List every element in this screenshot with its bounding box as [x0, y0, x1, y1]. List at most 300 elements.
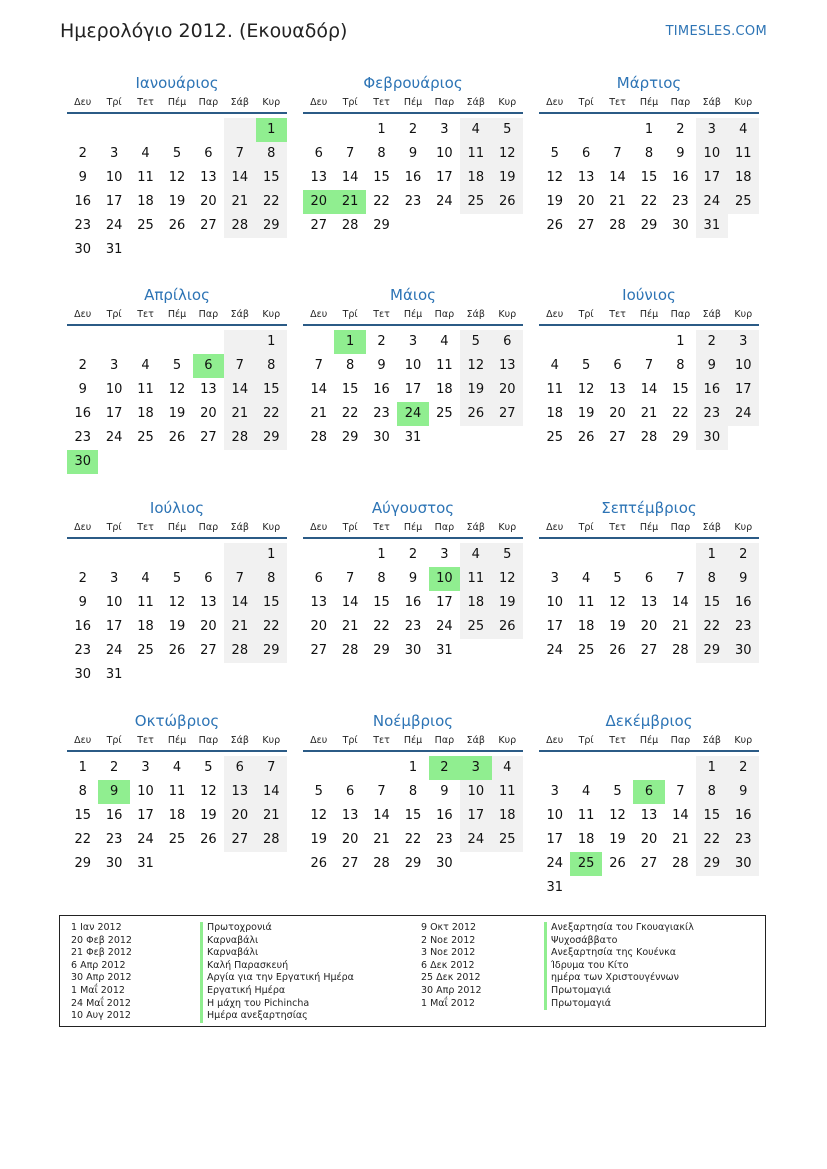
day-cell: 24	[137, 832, 154, 847]
week-row	[67, 238, 287, 262]
day-cell: 28	[672, 856, 689, 871]
week-row	[539, 639, 759, 663]
day-cell: 3	[440, 122, 449, 137]
day-cell: 25	[460, 190, 491, 214]
day-cell: 12	[492, 567, 523, 591]
day-cell: 29	[672, 430, 689, 445]
week-row	[539, 615, 759, 639]
day-cell: 17	[404, 382, 422, 397]
day-cell: 27	[200, 430, 217, 445]
day-cell: 9	[728, 780, 759, 804]
day-cell: 5	[581, 358, 591, 373]
legend-holiday-name: Ψυχοσάββατο	[544, 935, 694, 948]
day-cell: 10	[436, 146, 453, 161]
legend-holiday-name: Πρωτομαγιά	[544, 998, 694, 1011]
empty-cell	[696, 876, 727, 900]
day-cell: 11	[492, 780, 523, 804]
week-row	[539, 330, 759, 354]
day-cell: 8	[377, 146, 386, 161]
weekday-label: Κυρ	[262, 522, 281, 533]
legend-date: 6 Απρ 2012	[71, 959, 126, 971]
day-cell: 21	[224, 615, 255, 639]
holiday-legend	[59, 915, 766, 1027]
day-cell: 28	[640, 430, 658, 445]
week-row	[67, 756, 287, 780]
empty-cell	[161, 118, 192, 142]
empty-cell	[539, 118, 570, 142]
week-row	[303, 567, 523, 591]
week-row	[539, 142, 759, 166]
day-cell: 1	[377, 547, 386, 562]
day-cell: 12	[460, 354, 491, 378]
day-cell: 26	[310, 856, 327, 871]
day-cell: 4	[172, 760, 182, 775]
week-row	[67, 330, 287, 354]
weekday-label: Πέμ	[167, 97, 187, 108]
day-cell: 28	[373, 856, 390, 871]
day-cell: 26	[609, 856, 626, 871]
day-cell: 24	[546, 643, 563, 658]
day-cell: 14	[672, 808, 689, 823]
day-cell: 8	[676, 358, 685, 373]
day-cell: 8	[696, 780, 727, 804]
week-row	[303, 639, 523, 663]
day-cell: 2	[408, 122, 418, 137]
day-cell: 19	[492, 166, 523, 190]
empty-cell	[366, 756, 397, 780]
day-cell: 23	[74, 643, 91, 658]
month-name: Οκτώβριος	[134, 712, 220, 730]
day-cell: 10	[546, 595, 563, 610]
day-cell: 24	[105, 218, 123, 233]
day-cell: 29	[74, 856, 91, 871]
day-cell: 9	[78, 595, 87, 610]
week-row	[539, 118, 759, 142]
weekday-header	[67, 732, 287, 752]
day-cell: 3	[550, 784, 559, 799]
weekday-label: Κυρ	[734, 309, 753, 320]
day-cell: 7	[676, 571, 685, 586]
day-cell: 1	[377, 122, 386, 137]
empty-cell	[130, 330, 161, 354]
day-cell: 6	[314, 571, 323, 586]
weekday-label: Κυρ	[262, 735, 281, 746]
weekday-label: Τετ	[137, 522, 154, 533]
empty-cell	[539, 330, 570, 354]
day-cell: 6	[633, 780, 664, 804]
day-cell: 1	[408, 760, 418, 775]
day-cell: 7	[613, 146, 622, 161]
day-cell: 22	[256, 190, 287, 214]
day-cell: 19	[492, 591, 523, 615]
empty-cell	[161, 450, 192, 474]
empty-cell	[492, 852, 523, 876]
day-cell: 15	[696, 591, 727, 615]
day-cell: 23	[373, 406, 390, 421]
day-cell: 20	[200, 406, 217, 421]
empty-cell	[602, 330, 633, 354]
month-name: Μάρτιος	[616, 74, 682, 92]
weekday-label: Δευ	[310, 735, 328, 746]
week-row	[67, 354, 287, 378]
day-cell: 22	[404, 832, 422, 847]
day-cell: 13	[492, 354, 523, 378]
day-cell: 24	[397, 402, 428, 426]
empty-cell	[98, 330, 129, 354]
empty-cell	[570, 876, 601, 900]
weekday-header	[67, 306, 287, 326]
day-cell: 15	[256, 378, 287, 402]
day-cell: 26	[460, 402, 491, 426]
day-cell: 23	[436, 832, 453, 847]
weekday-label: Πέμ	[167, 309, 187, 320]
day-cell: 4	[440, 334, 449, 349]
week-row	[539, 828, 759, 852]
day-cell: 12	[168, 382, 186, 397]
day-cell: 28	[224, 639, 255, 663]
day-cell: 5	[204, 760, 213, 775]
empty-cell	[602, 543, 633, 567]
day-cell: 31	[105, 667, 123, 682]
day-cell: 4	[141, 358, 150, 373]
weekday-label: Τετ	[609, 735, 626, 746]
day-cell: 6	[613, 358, 622, 373]
empty-cell	[334, 543, 365, 567]
weekday-label: Κυρ	[498, 522, 517, 533]
day-cell: 12	[310, 808, 327, 823]
empty-cell	[130, 543, 161, 567]
weekday-label: Πέμ	[403, 735, 423, 746]
empty-cell	[98, 543, 129, 567]
day-cell: 28	[224, 426, 255, 450]
day-cell: 22	[696, 828, 727, 852]
day-cell: 19	[577, 406, 595, 421]
weekday-label: Τετ	[137, 97, 154, 108]
day-cell: 10	[546, 808, 563, 823]
day-cell: 13	[200, 382, 217, 397]
day-cell: 5	[460, 330, 491, 354]
empty-cell	[193, 543, 224, 567]
empty-cell	[193, 118, 224, 142]
day-cell: 20	[492, 378, 523, 402]
day-cell: 11	[728, 142, 759, 166]
day-cell: 25	[492, 828, 523, 852]
day-cell: 3	[141, 760, 150, 775]
empty-cell	[130, 118, 161, 142]
legend-date: 2 Νοε 2012	[421, 934, 476, 946]
day-cell: 23	[404, 194, 422, 209]
weekday-label: Κυρ	[498, 97, 517, 108]
weekday-label: Παρ	[434, 309, 455, 320]
weekday-label: Τρί	[342, 522, 358, 533]
week-row	[67, 378, 287, 402]
month-name: Μάιος	[390, 286, 436, 304]
day-cell: 11	[168, 784, 186, 799]
day-cell: 6	[345, 784, 355, 799]
weekday-label: Δευ	[310, 309, 328, 320]
day-cell: 8	[644, 146, 654, 161]
empty-cell	[161, 663, 192, 687]
day-cell: 21	[224, 190, 255, 214]
week-row	[303, 615, 523, 639]
empty-cell	[602, 118, 633, 142]
weekday-label: Πέμ	[639, 309, 659, 320]
legend-dates-left	[71, 922, 132, 1023]
day-cell: 1	[256, 543, 287, 567]
empty-cell	[492, 426, 523, 450]
week-row	[303, 378, 523, 402]
day-cell: 9	[408, 146, 418, 161]
day-cell: 24	[546, 856, 563, 871]
weekday-label: Κυρ	[734, 522, 753, 533]
day-cell: 6	[204, 571, 213, 586]
day-cell: 5	[172, 571, 182, 586]
weekday-label: Τετ	[373, 735, 390, 746]
day-cell: 30	[67, 450, 98, 474]
day-cell: 21	[334, 190, 365, 214]
week-row	[67, 190, 287, 214]
day-cell: 17	[436, 595, 453, 610]
day-cell: 16	[74, 619, 91, 634]
day-cell: 25	[436, 406, 453, 421]
legend-holiday-name: Ημέρα ανεξαρτησίας	[200, 1010, 354, 1023]
empty-cell	[193, 450, 224, 474]
day-cell: 19	[168, 406, 186, 421]
day-cell: 6	[581, 146, 591, 161]
day-cell: 7	[676, 784, 685, 799]
day-cell: 20	[640, 832, 658, 847]
empty-cell	[570, 118, 601, 142]
day-cell: 4	[460, 118, 491, 142]
day-cell: 9	[377, 358, 386, 373]
weekday-label: Σάβ	[702, 522, 721, 533]
day-cell: 14	[224, 378, 255, 402]
empty-cell	[224, 238, 255, 262]
day-cell: 30	[74, 242, 91, 257]
day-cell: 9	[98, 780, 129, 804]
weekday-label: Δευ	[74, 309, 92, 320]
day-cell: 7	[314, 358, 323, 373]
weekday-label: Δευ	[546, 735, 564, 746]
day-cell: 9	[408, 571, 418, 586]
legend-date: 30 Απρ 2012	[71, 972, 132, 984]
legend-holiday-name: Ανεξαρτησία του Γκουαγιακίλ	[544, 922, 694, 935]
weekday-label: Σάβ	[230, 309, 249, 320]
day-cell: 16	[373, 382, 390, 397]
day-cell: 12	[168, 595, 186, 610]
day-cell: 11	[546, 382, 563, 397]
day-cell: 10	[404, 358, 422, 373]
day-cell: 4	[550, 358, 559, 373]
day-cell: 25	[137, 643, 154, 658]
day-cell: 22	[256, 615, 287, 639]
week-row	[67, 663, 287, 687]
month-calendar	[303, 284, 523, 450]
day-cell: 12	[577, 382, 595, 397]
day-cell: 22	[373, 194, 390, 209]
empty-cell	[193, 852, 224, 876]
weekday-label: Τρί	[106, 522, 122, 533]
month-name: Ιούλιος	[149, 499, 205, 517]
day-cell: 6	[314, 146, 323, 161]
day-cell: 27	[310, 643, 327, 658]
day-cell: 17	[137, 808, 154, 823]
day-cell: 29	[404, 856, 422, 871]
weekday-label: Σάβ	[702, 97, 721, 108]
week-row	[303, 354, 523, 378]
day-cell: 8	[377, 571, 386, 586]
day-cell: 30	[436, 856, 453, 871]
empty-cell	[193, 330, 224, 354]
day-cell: 2	[377, 334, 386, 349]
day-cell: 16	[74, 194, 91, 209]
day-cell: 11	[137, 595, 154, 610]
day-cell: 22	[74, 832, 91, 847]
day-cell: 3	[408, 334, 418, 349]
empty-cell	[429, 214, 460, 238]
week-row	[539, 876, 759, 900]
empty-cell	[460, 214, 491, 238]
day-cell: 30	[696, 426, 727, 450]
day-cell: 14	[640, 382, 658, 397]
week-row	[539, 426, 759, 450]
day-cell: 25	[728, 190, 759, 214]
day-cell: 5	[550, 146, 559, 161]
day-cell: 10	[728, 354, 759, 378]
empty-cell	[256, 852, 287, 876]
day-cell: 27	[200, 643, 217, 658]
day-cell: 1	[644, 122, 654, 137]
day-cell: 11	[436, 358, 453, 373]
month-calendar	[303, 72, 523, 238]
empty-cell	[633, 543, 664, 567]
site-link[interactable]: TIMESLES.COM	[665, 24, 767, 39]
day-cell: 30	[672, 218, 689, 233]
empty-cell	[98, 450, 129, 474]
day-cell: 23	[728, 615, 759, 639]
weekday-label: Τρί	[342, 97, 358, 108]
day-cell: 18	[460, 166, 491, 190]
day-cell: 11	[577, 808, 595, 823]
day-cell: 7	[345, 571, 355, 586]
day-cell: 27	[200, 218, 217, 233]
day-cell: 18	[577, 619, 595, 634]
day-cell: 8	[696, 567, 727, 591]
day-cell: 22	[696, 615, 727, 639]
day-cell: 26	[168, 430, 186, 445]
day-cell: 15	[404, 808, 422, 823]
day-cell: 19	[310, 832, 327, 847]
day-cell: 27	[341, 856, 359, 871]
day-cell: 4	[141, 571, 150, 586]
day-cell: 10	[137, 784, 154, 799]
day-cell: 14	[609, 170, 626, 185]
day-cell: 30	[74, 667, 91, 682]
day-cell: 2	[696, 330, 727, 354]
day-cell: 1	[256, 118, 287, 142]
day-cell: 2	[109, 760, 119, 775]
day-cell: 10	[105, 170, 123, 185]
day-cell: 21	[672, 619, 689, 634]
day-cell: 7	[224, 142, 255, 166]
day-cell: 17	[696, 166, 727, 190]
weekday-label: Τετ	[137, 309, 154, 320]
weekday-label: Τετ	[609, 309, 626, 320]
weekday-label: Παρ	[670, 735, 691, 746]
day-cell: 3	[728, 330, 759, 354]
empty-cell	[397, 214, 428, 238]
day-cell: 20	[341, 832, 359, 847]
week-row	[303, 402, 523, 426]
day-cell: 6	[204, 146, 213, 161]
empty-cell	[539, 543, 570, 567]
empty-cell	[665, 543, 696, 567]
week-row	[303, 852, 523, 876]
day-cell: 11	[460, 567, 491, 591]
week-row	[539, 214, 759, 238]
day-cell: 9	[78, 170, 87, 185]
weekday-label: Τετ	[373, 522, 390, 533]
weekday-label: Σάβ	[230, 522, 249, 533]
day-cell: 19	[546, 194, 563, 209]
weekday-label: Τρί	[578, 522, 594, 533]
day-cell: 14	[256, 780, 287, 804]
day-cell: 20	[310, 619, 327, 634]
day-cell: 25	[137, 430, 154, 445]
day-cell: 27	[310, 218, 327, 233]
weekday-label: Τετ	[137, 735, 154, 746]
month-name: Δεκέμβριος	[605, 712, 693, 730]
week-row	[67, 639, 287, 663]
day-cell: 25	[168, 832, 186, 847]
day-cell: 22	[373, 619, 390, 634]
day-cell: 22	[672, 406, 689, 421]
empty-cell	[570, 543, 601, 567]
day-cell: 19	[168, 619, 186, 634]
week-row	[67, 804, 287, 828]
day-cell: 27	[224, 828, 255, 852]
weekday-header	[67, 519, 287, 539]
weekday-label: Πέμ	[639, 97, 659, 108]
day-cell: 15	[373, 170, 390, 185]
day-cell: 22	[341, 406, 359, 421]
empty-cell	[98, 118, 129, 142]
day-cell: 28	[341, 218, 359, 233]
weekday-label: Δευ	[74, 522, 92, 533]
day-cell: 27	[492, 402, 523, 426]
weekday-label: Τρί	[106, 97, 122, 108]
day-cell: 28	[256, 828, 287, 852]
month-calendar	[539, 710, 759, 900]
weekday-label: Δευ	[310, 97, 328, 108]
day-cell: 21	[672, 832, 689, 847]
day-cell: 15	[373, 595, 390, 610]
day-cell: 13	[609, 382, 626, 397]
month-calendar	[539, 72, 759, 238]
weekday-label: Τρί	[106, 735, 122, 746]
day-cell: 23	[105, 832, 123, 847]
day-cell: 4	[492, 756, 523, 780]
weekday-label: Τετ	[373, 97, 390, 108]
month-calendar	[67, 497, 287, 687]
day-cell: 26	[577, 430, 595, 445]
day-cell: 25	[570, 852, 601, 876]
day-cell: 23	[728, 828, 759, 852]
day-cell: 25	[460, 615, 491, 639]
empty-cell	[67, 543, 98, 567]
day-cell: 23	[74, 430, 91, 445]
day-cell: 15	[74, 808, 91, 823]
